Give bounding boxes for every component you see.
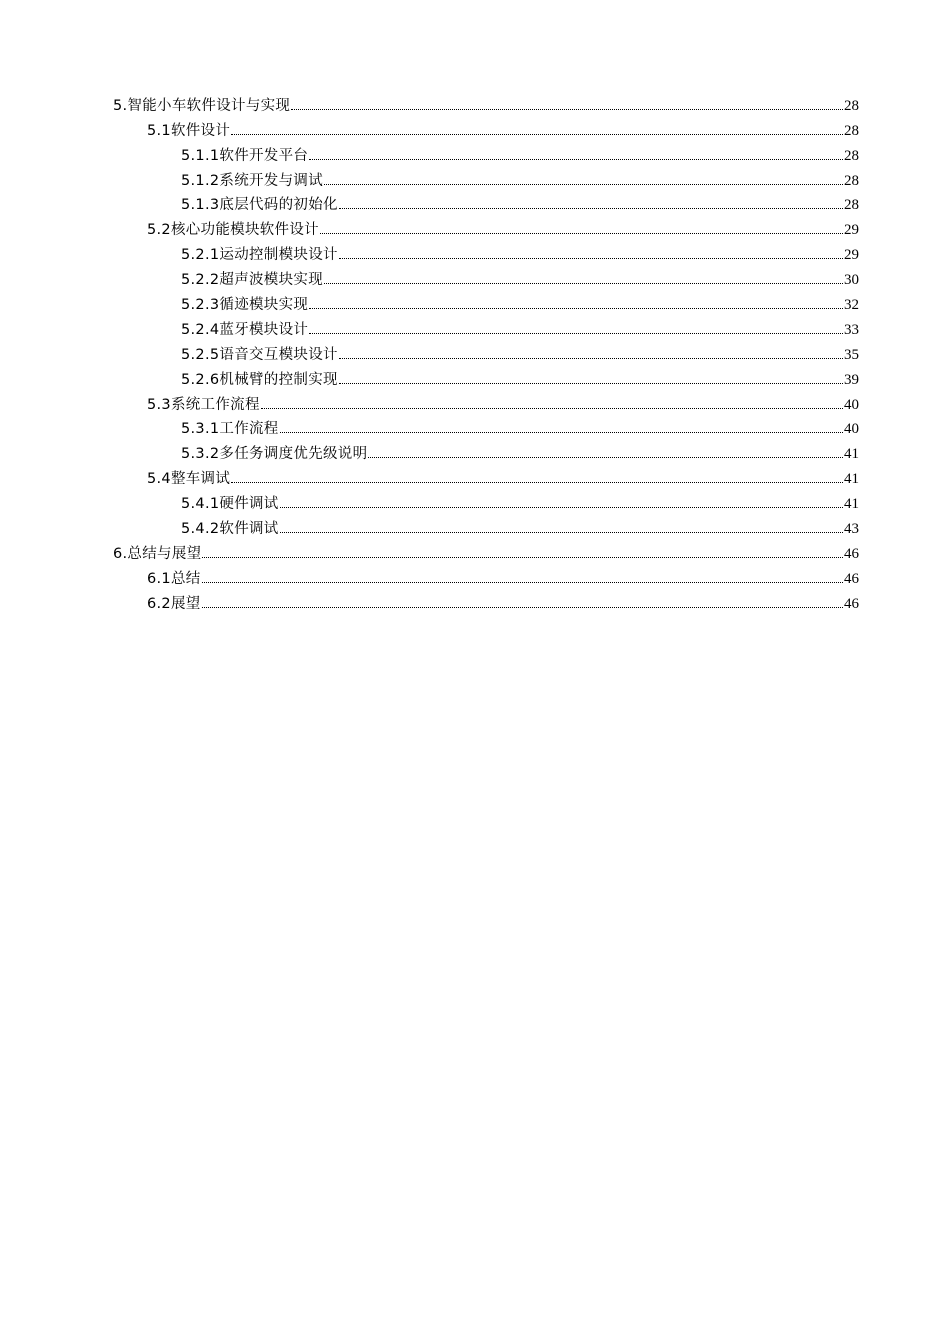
toc-entry[interactable] xyxy=(0,414,950,439)
toc-entry[interactable] xyxy=(0,463,950,488)
toc-page-number: 46 xyxy=(844,595,859,612)
toc-page-number: 40 xyxy=(844,396,859,413)
toc-dot-leader xyxy=(261,408,843,409)
toc-entry[interactable] xyxy=(0,264,950,289)
toc-dot-leader xyxy=(231,482,843,483)
toc-entry-title: 5.智能小车软件设计与实现 xyxy=(113,97,291,114)
toc-entry[interactable] xyxy=(0,339,950,364)
toc-dot-leader xyxy=(368,457,843,458)
toc-dot-leader xyxy=(309,308,843,309)
toc-entry[interactable] xyxy=(0,115,950,140)
toc-entry-title: 5.3.1工作流程 xyxy=(181,421,279,438)
toc-dot-leader xyxy=(309,159,843,160)
toc-entry[interactable] xyxy=(0,538,950,563)
toc-entry-title: 5.2.6机械臂的控制实现 xyxy=(181,371,338,388)
toc-page-number: 33 xyxy=(844,321,859,338)
toc-entry-title: 5.1.2系统开发与调试 xyxy=(181,172,323,189)
toc-entry[interactable] xyxy=(0,289,950,314)
toc-entry-title: 5.4整车调试 xyxy=(147,471,231,488)
toc-dot-leader xyxy=(309,333,843,334)
toc-entry[interactable] xyxy=(0,239,950,264)
toc-entry[interactable] xyxy=(0,190,950,215)
toc-page-number: 43 xyxy=(844,521,859,538)
toc-dot-leader xyxy=(339,383,843,384)
toc-entry[interactable] xyxy=(0,513,950,538)
toc-dot-leader xyxy=(324,283,843,284)
toc-dot-leader xyxy=(291,109,843,110)
toc-page-number: 35 xyxy=(844,346,859,363)
toc-entry[interactable] xyxy=(0,214,950,239)
toc-page-number: 41 xyxy=(844,496,859,513)
toc-dot-leader xyxy=(202,557,843,558)
toc-page-number: 41 xyxy=(844,471,859,488)
toc-page-number: 28 xyxy=(844,147,859,164)
toc-dot-leader xyxy=(339,358,843,359)
toc-entry-title: 5.4.1硬件调试 xyxy=(181,496,279,513)
toc-dot-leader xyxy=(339,258,843,259)
toc-entry[interactable] xyxy=(0,364,950,389)
toc-entry-title: 5.2.1运动控制模块设计 xyxy=(181,247,338,264)
toc-dot-leader xyxy=(320,233,843,234)
toc-page-number: 28 xyxy=(844,122,859,139)
toc-entry[interactable] xyxy=(0,140,950,165)
toc-page-number: 39 xyxy=(844,371,859,388)
toc-entry[interactable] xyxy=(0,389,950,414)
toc-dot-leader xyxy=(280,507,843,508)
toc-entry[interactable] xyxy=(0,488,950,513)
toc-entry-title: 5.3系统工作流程 xyxy=(147,396,260,413)
toc-dot-leader xyxy=(324,184,843,185)
toc-page-number: 28 xyxy=(844,97,859,114)
toc-dot-leader xyxy=(339,208,843,209)
toc-entry-title: 5.1.3底层代码的初始化 xyxy=(181,197,338,214)
toc-entry-title: 5.1.1软件开发平台 xyxy=(181,147,309,164)
toc-page-number: 46 xyxy=(844,570,859,587)
toc-entry[interactable] xyxy=(0,563,950,588)
toc-entry[interactable] xyxy=(0,90,950,115)
toc-entry-title: 5.4.2软件调试 xyxy=(181,521,279,538)
toc-entry-title: 5.2.4蓝牙模块设计 xyxy=(181,321,309,338)
toc-entry-title: 6.总结与展望 xyxy=(113,545,202,562)
toc-entry[interactable] xyxy=(0,438,950,463)
table-of-contents xyxy=(0,90,950,613)
toc-dot-leader xyxy=(202,607,843,608)
toc-entry[interactable] xyxy=(0,314,950,339)
toc-entry-title: 5.2.5语音交互模块设计 xyxy=(181,346,338,363)
toc-entry-title: 6.1总结 xyxy=(147,570,201,587)
toc-page-number: 30 xyxy=(844,272,859,289)
toc-page-number: 40 xyxy=(844,421,859,438)
toc-page-number: 28 xyxy=(844,172,859,189)
toc-entry-title: 5.3.2多任务调度优先级说明 xyxy=(181,446,368,463)
toc-page-number: 29 xyxy=(844,247,859,264)
toc-page-number: 29 xyxy=(844,222,859,239)
toc-entry-title: 5.2核心功能模块软件设计 xyxy=(147,222,319,239)
toc-page-number: 41 xyxy=(844,446,859,463)
toc-entry-title: 5.2.2超声波模块实现 xyxy=(181,272,323,289)
toc-entry[interactable] xyxy=(0,165,950,190)
toc-entry-title: 5.1软件设计 xyxy=(147,122,231,139)
toc-entry[interactable] xyxy=(0,588,950,613)
toc-page-number: 46 xyxy=(844,545,859,562)
toc-page-number: 28 xyxy=(844,197,859,214)
toc-entry-title: 5.2.3循迹模块实现 xyxy=(181,297,309,314)
toc-dot-leader xyxy=(280,432,843,433)
toc-page-number: 32 xyxy=(844,297,859,314)
toc-dot-leader xyxy=(280,532,843,533)
toc-dot-leader xyxy=(202,582,843,583)
toc-entry-title: 6.2展望 xyxy=(147,595,201,612)
toc-dot-leader xyxy=(231,134,843,135)
